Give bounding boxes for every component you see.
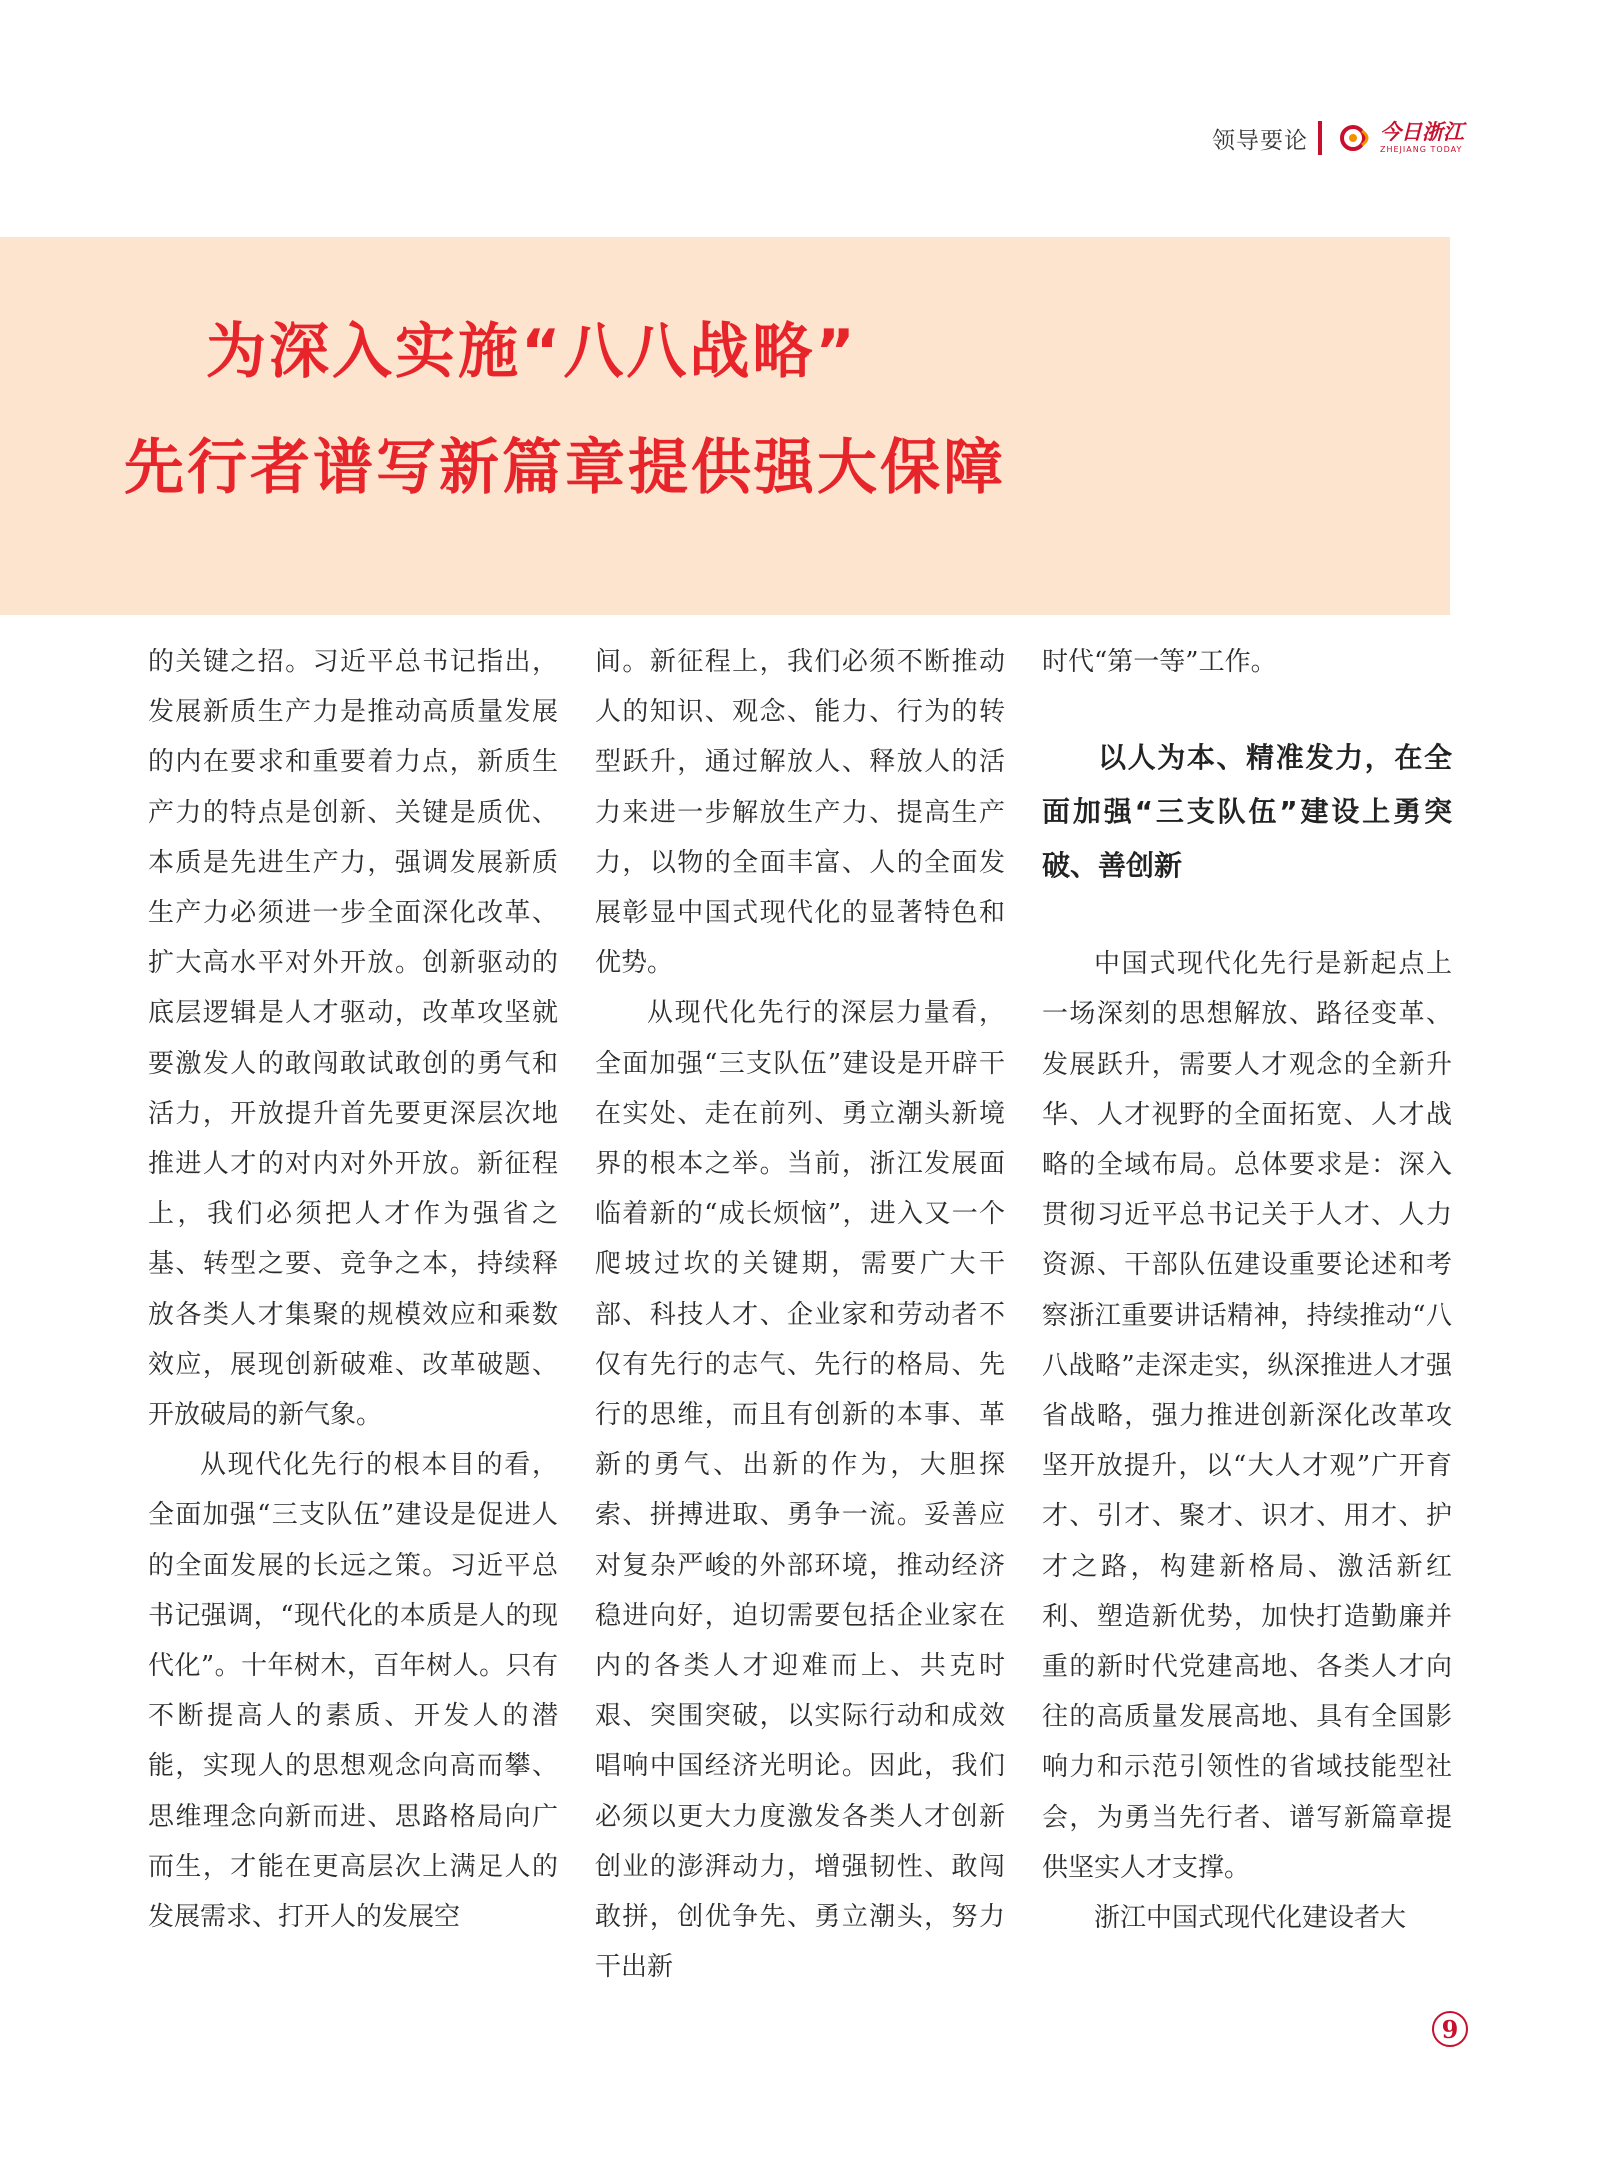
brand-name-en: ZHEJIANG TODAY: [1380, 145, 1463, 154]
page-header: [1212, 112, 1464, 164]
text-column-3: [1042, 637, 1452, 1943]
paragraph: 浙江中国式现代化建设者大: [1094, 1903, 1407, 1934]
brand-logo: [1336, 121, 1464, 155]
article-title-line-2: 先行者谱写新篇章提供强大保障: [124, 433, 1006, 503]
paragraph: 中国式现代化先行是新起点上一场深刻的思想解放、路径变革、发展跃升，需要人才观念的全新升华、人才视野的全面拓宽、人才战略的全域布局。总体要求是：深入贯彻习近平总书记关于人才、人力资源、干部队伍建设重要论述和考察浙江重要讲话精神，持续推动“八八战略”走深走实，纵深推进人才强省战略，强力推进创新深化改革攻坚开放提升，以“大人才观”广开育才、引才、聚才、识才、用才、护才之路，构建新格局、激活新红利、塑造新优势，加快打造勤廉并重的新时代党建高地、各类人才向往的高质量发展高地、具有全国影响力和示范引领性的省域技能型社会，为勇当先行者、谱写新篇章提供坚实人才支撑。: [1042, 949, 1452, 1883]
paragraph: 间。新征程上，我们必须不断推动人的知识、观念、能力、行为的转型跃升，通过解放人、释放人的活力来进一步解放生产力、提高生产力，以物的全面丰富、人的全面发展彰显中国式现代化的显著特色和优势。: [595, 647, 1005, 979]
article-title-line-1: 为深入实施“八八战略”: [206, 317, 858, 387]
section-label: 领导要论: [1212, 127, 1308, 154]
brand-name: 今日浙江: [1380, 120, 1464, 144]
page-number: 9: [1432, 2011, 1468, 2047]
paragraph: 时代“第一等”工作。: [1042, 647, 1277, 677]
paragraph: 的关键之招。习近平总书记指出，发展新质生产力是推动高质量发展的内在要求和重要着力点，新质生产力的特点是创新、关键是质优、本质是先进生产力，强调发展新质生产力必须进一步全面深化改革、扩大高水平对外开放。创新驱动的底层逻辑是人才驱动，改革攻坚就要激发人的敢闯敢试敢创的勇气和活力，开放提升首先要更深层次地推进人才的对内对外开放。新征程上，我们必须把人才作为强省之基、转型之要、竞争之本，持续释放各类人才集聚的规模效应和乘数效应，展现创新破难、改革破题、开放破局的新气象。: [148, 647, 558, 1431]
paragraph: 从现代化先行的根本目的看，全面加强“三支队伍”建设是促进人的全面发展的长远之策。习近平总书记强调，“现代化的本质是人的现代化”。十年树木，百年树人。只有不断提高人的素质、开发人的潜能，实现人的思想观念向高而攀、思维理念向新而进、思路格局向广而生，才能在更高层次上满足人的发展需求、打开人的发展空: [148, 1450, 558, 1933]
sun-logo-icon: [1336, 121, 1376, 155]
text-column-1: [148, 637, 558, 1942]
paragraph: 从现代化先行的深层力量看，全面加强“三支队伍”建设是开辟干在实处、走在前列、勇立潮头新境界的根本之举。当前，浙江发展面临着新的“成长烦恼”，进入又一个爬坡过坎的关键期，需要广大干部、科技人才、企业家和劳动者不仅有先行的志气、先行的格局、先行的思维，而且有创新的本事、革新的勇气、出新的作为，大胆探索、拼搏进取、勇争一流。妥善应对复杂严峻的外部环境，推动经济稳进向好，迫切需要包括企业家在内的各类人才迎难而上、共克时艰、突围突破，以实际行动和成效唱响中国经济光明论。因此，我们必须以更大力度激发各类人才创新创业的澎湃动力，增强韧性、敢闯敢拼，创优争先、勇立潮头，努力干出新: [595, 998, 1005, 1983]
section-subheading: 以人为本、精准发力，在全面加强“三支队伍”建设上勇突破、善创新: [1042, 741, 1452, 883]
text-column-2: [595, 637, 1005, 1992]
header-divider: [1318, 121, 1322, 155]
